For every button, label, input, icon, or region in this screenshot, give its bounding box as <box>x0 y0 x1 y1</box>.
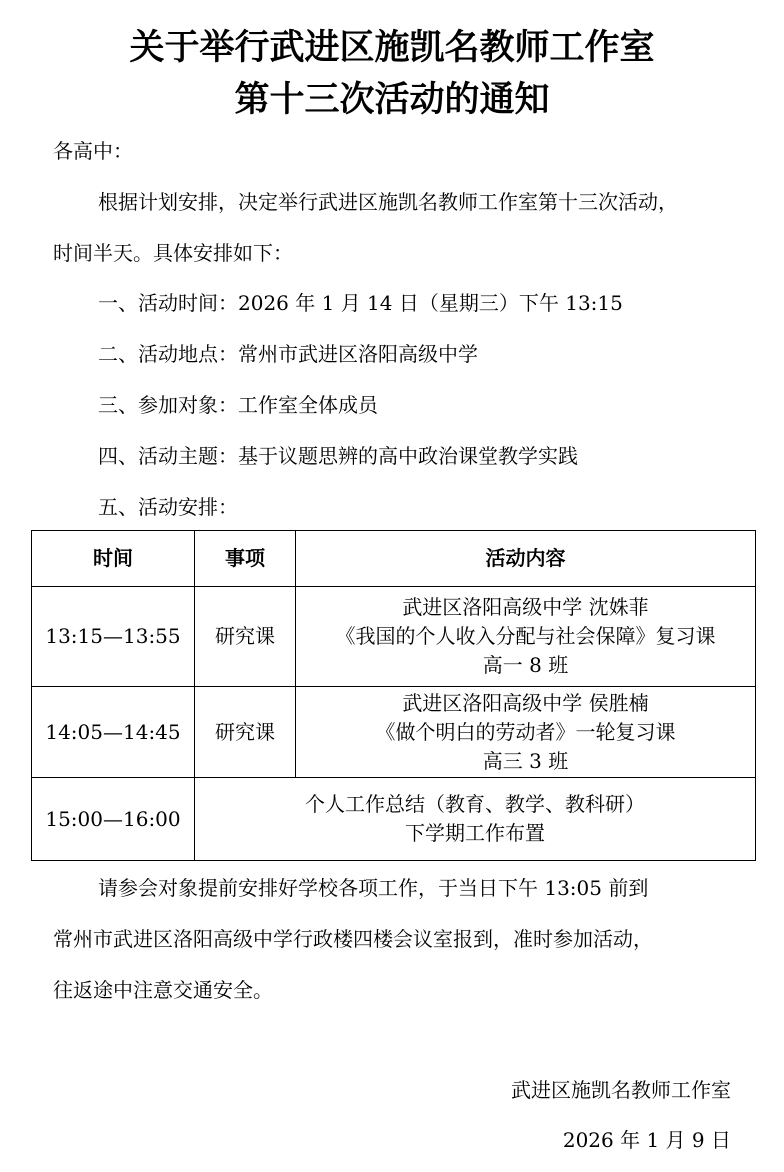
item-theme: 四、活动主题：基于议题思辨的高中政治课堂教学实践 <box>98 444 578 468</box>
item-activity-time: 一、活动时间：2026 年 1 月 14 日（星期三）下午 13:15 <box>98 291 623 315</box>
row-content <box>296 687 756 778</box>
row-item: 研究课 <box>195 687 296 778</box>
content-line: 高一 8 班 <box>482 653 569 677</box>
content-line: 《做个明白的劳动者》一轮复习课 <box>375 719 676 744</box>
notice-title-line-1: 关于举行武进区施凯名教师工作室 <box>129 28 655 68</box>
salutation: 各高中： <box>53 139 133 163</box>
content-line: 下学期工作布置 <box>405 821 545 845</box>
content-line: 《我国的个人收入分配与社会保障》复习课 <box>335 624 716 648</box>
schedule-table <box>31 530 756 861</box>
table-row <box>32 587 756 687</box>
content-line: 武进区洛阳高级中学 沈姝菲 <box>402 595 649 619</box>
header-item: 事项 <box>195 531 296 587</box>
item-participants: 三、参加对象：工作室全体成员 <box>98 393 378 417</box>
closing-line-2: 常州市武进区洛阳高级中学行政楼四楼会议室报到，准时参加活动， <box>53 927 653 951</box>
row-time: 13:15—13:55 <box>32 587 195 687</box>
row-content <box>195 778 756 861</box>
header-time: 时间 <box>32 531 195 587</box>
intro-line-2: 时间半天。具体安排如下： <box>53 241 293 265</box>
row-time: 14:05—14:45 <box>32 687 195 778</box>
signature-date: 2026 年 1 月 9 日 <box>562 1128 731 1152</box>
header-content: 活动内容 <box>296 531 756 587</box>
closing-line-1: 请参会对象提前安排好学校各项工作，于当日下午 13:05 前到 <box>98 876 649 900</box>
row-content <box>296 587 756 687</box>
content-line: 个人工作总结（教育、教学、教科研） <box>305 792 645 816</box>
row-time: 15:00—16:00 <box>32 778 195 861</box>
closing-line-3: 往返途中注意交通安全。 <box>53 978 273 1002</box>
item-activity-location: 二、活动地点：常州市武进区洛阳高级中学 <box>98 342 478 366</box>
intro-line-1: 根据计划安排，决定举行武进区施凯名教师工作室第十三次活动， <box>98 190 678 214</box>
content-line: 武进区洛阳高级中学 侯胜楠 <box>402 690 649 715</box>
item-arrangement: 五、活动安排： <box>98 495 238 519</box>
schedule-header-row <box>32 531 756 587</box>
notice-title-line-2: 第十三次活动的通知 <box>234 80 550 120</box>
table-row <box>32 778 756 861</box>
signature-org: 武进区施凯名教师工作室 <box>511 1078 731 1102</box>
row-item: 研究课 <box>195 587 296 687</box>
table-row <box>32 687 756 778</box>
content-line: 高三 3 班 <box>482 748 569 773</box>
